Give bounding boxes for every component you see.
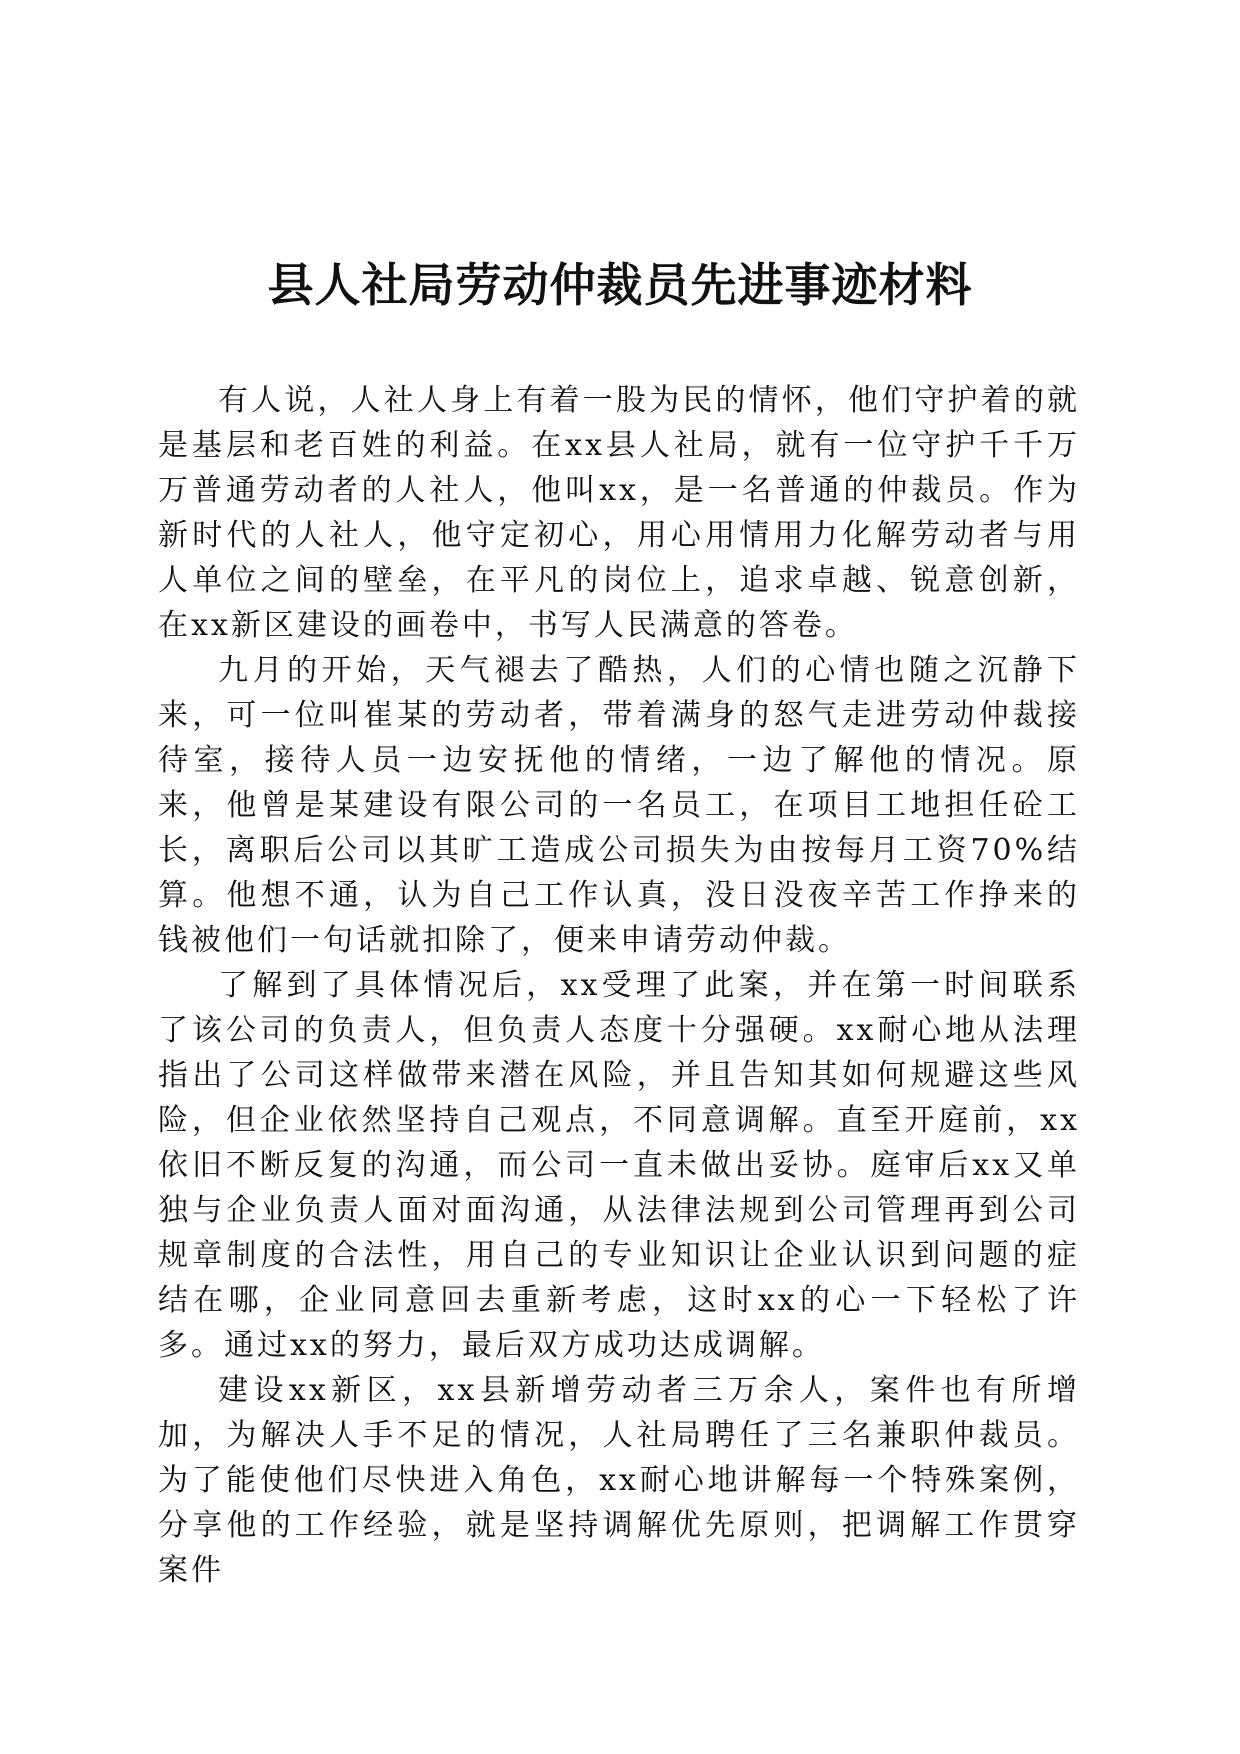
- paragraph-1: 有人说，人社人身上有着一股为民的情怀，他们守护着的就是基层和老百姓的利益。在xx县人社局，就有一位守护千千万万普通劳动者的人社人，他叫xx，是一名普通的仲裁员。作为新时代的人社人，他守定初心，用心用情用力化解劳动者与用人单位之间的壁垒，在平凡的岗位上，追求卓越、锐意创新，在xx新区建设的画卷中，书写人民满意的答卷。: [158, 383, 1080, 643]
- document-body: [158, 378, 1080, 1593]
- paragraph-2: 九月的开始，天气褪去了酷热，人们的心情也随之沉静下来，可一位叫崔某的劳动者，带着满身的怒气走进劳动仲裁接待室，接待人员一边安抚他的情绪，一边了解他的情况。原来，他曾是某建设有限公司的一名员工，在项目工地担任砼工长，离职后公司以其旷工造成公司损失为由按每月工资70%结算。他想不通，认为自己工作认真，没日没夜辛苦工作挣来的钱被他们一句话就扣除了，便来申请劳动仲裁。: [158, 653, 1080, 958]
- paragraph-4: 建设xx新区，xx县新增劳动者三万余人，案件也有所增加，为解决人手不足的情况，人社局聘任了三名兼职仲裁员。为了能使他们尽快进入角色，xx耐心地讲解每一个特殊案例，分享他的工作经验，就是坚持调解优先原则，把调解工作贯穿案件: [158, 1373, 1080, 1588]
- paragraph-3: 了解到了具体情况后，xx受理了此案，并在第一时间联系了该公司的负责人，但负责人态度十分强硬。xx耐心地从法理指出了公司这样做带来潜在风险，并且告知其如何规避这些风险，但企业依然坚持自己观点，不同意调解。直至开庭前，xx依旧不断反复的沟通，而公司一直未做出妥协。庭审后xx又单独与企业负责人面对面沟通，从法律法规到公司管理再到公司规章制度的合法性，用自己的专业知识让企业认识到问题的症结在哪，企业同意回去重新考虑，这时xx的心一下轻松了许多。通过xx的努力，最后双方成功达成调解。: [158, 968, 1080, 1363]
- document-title: 县人社局劳动仲裁员先进事迹材料: [267, 258, 973, 312]
